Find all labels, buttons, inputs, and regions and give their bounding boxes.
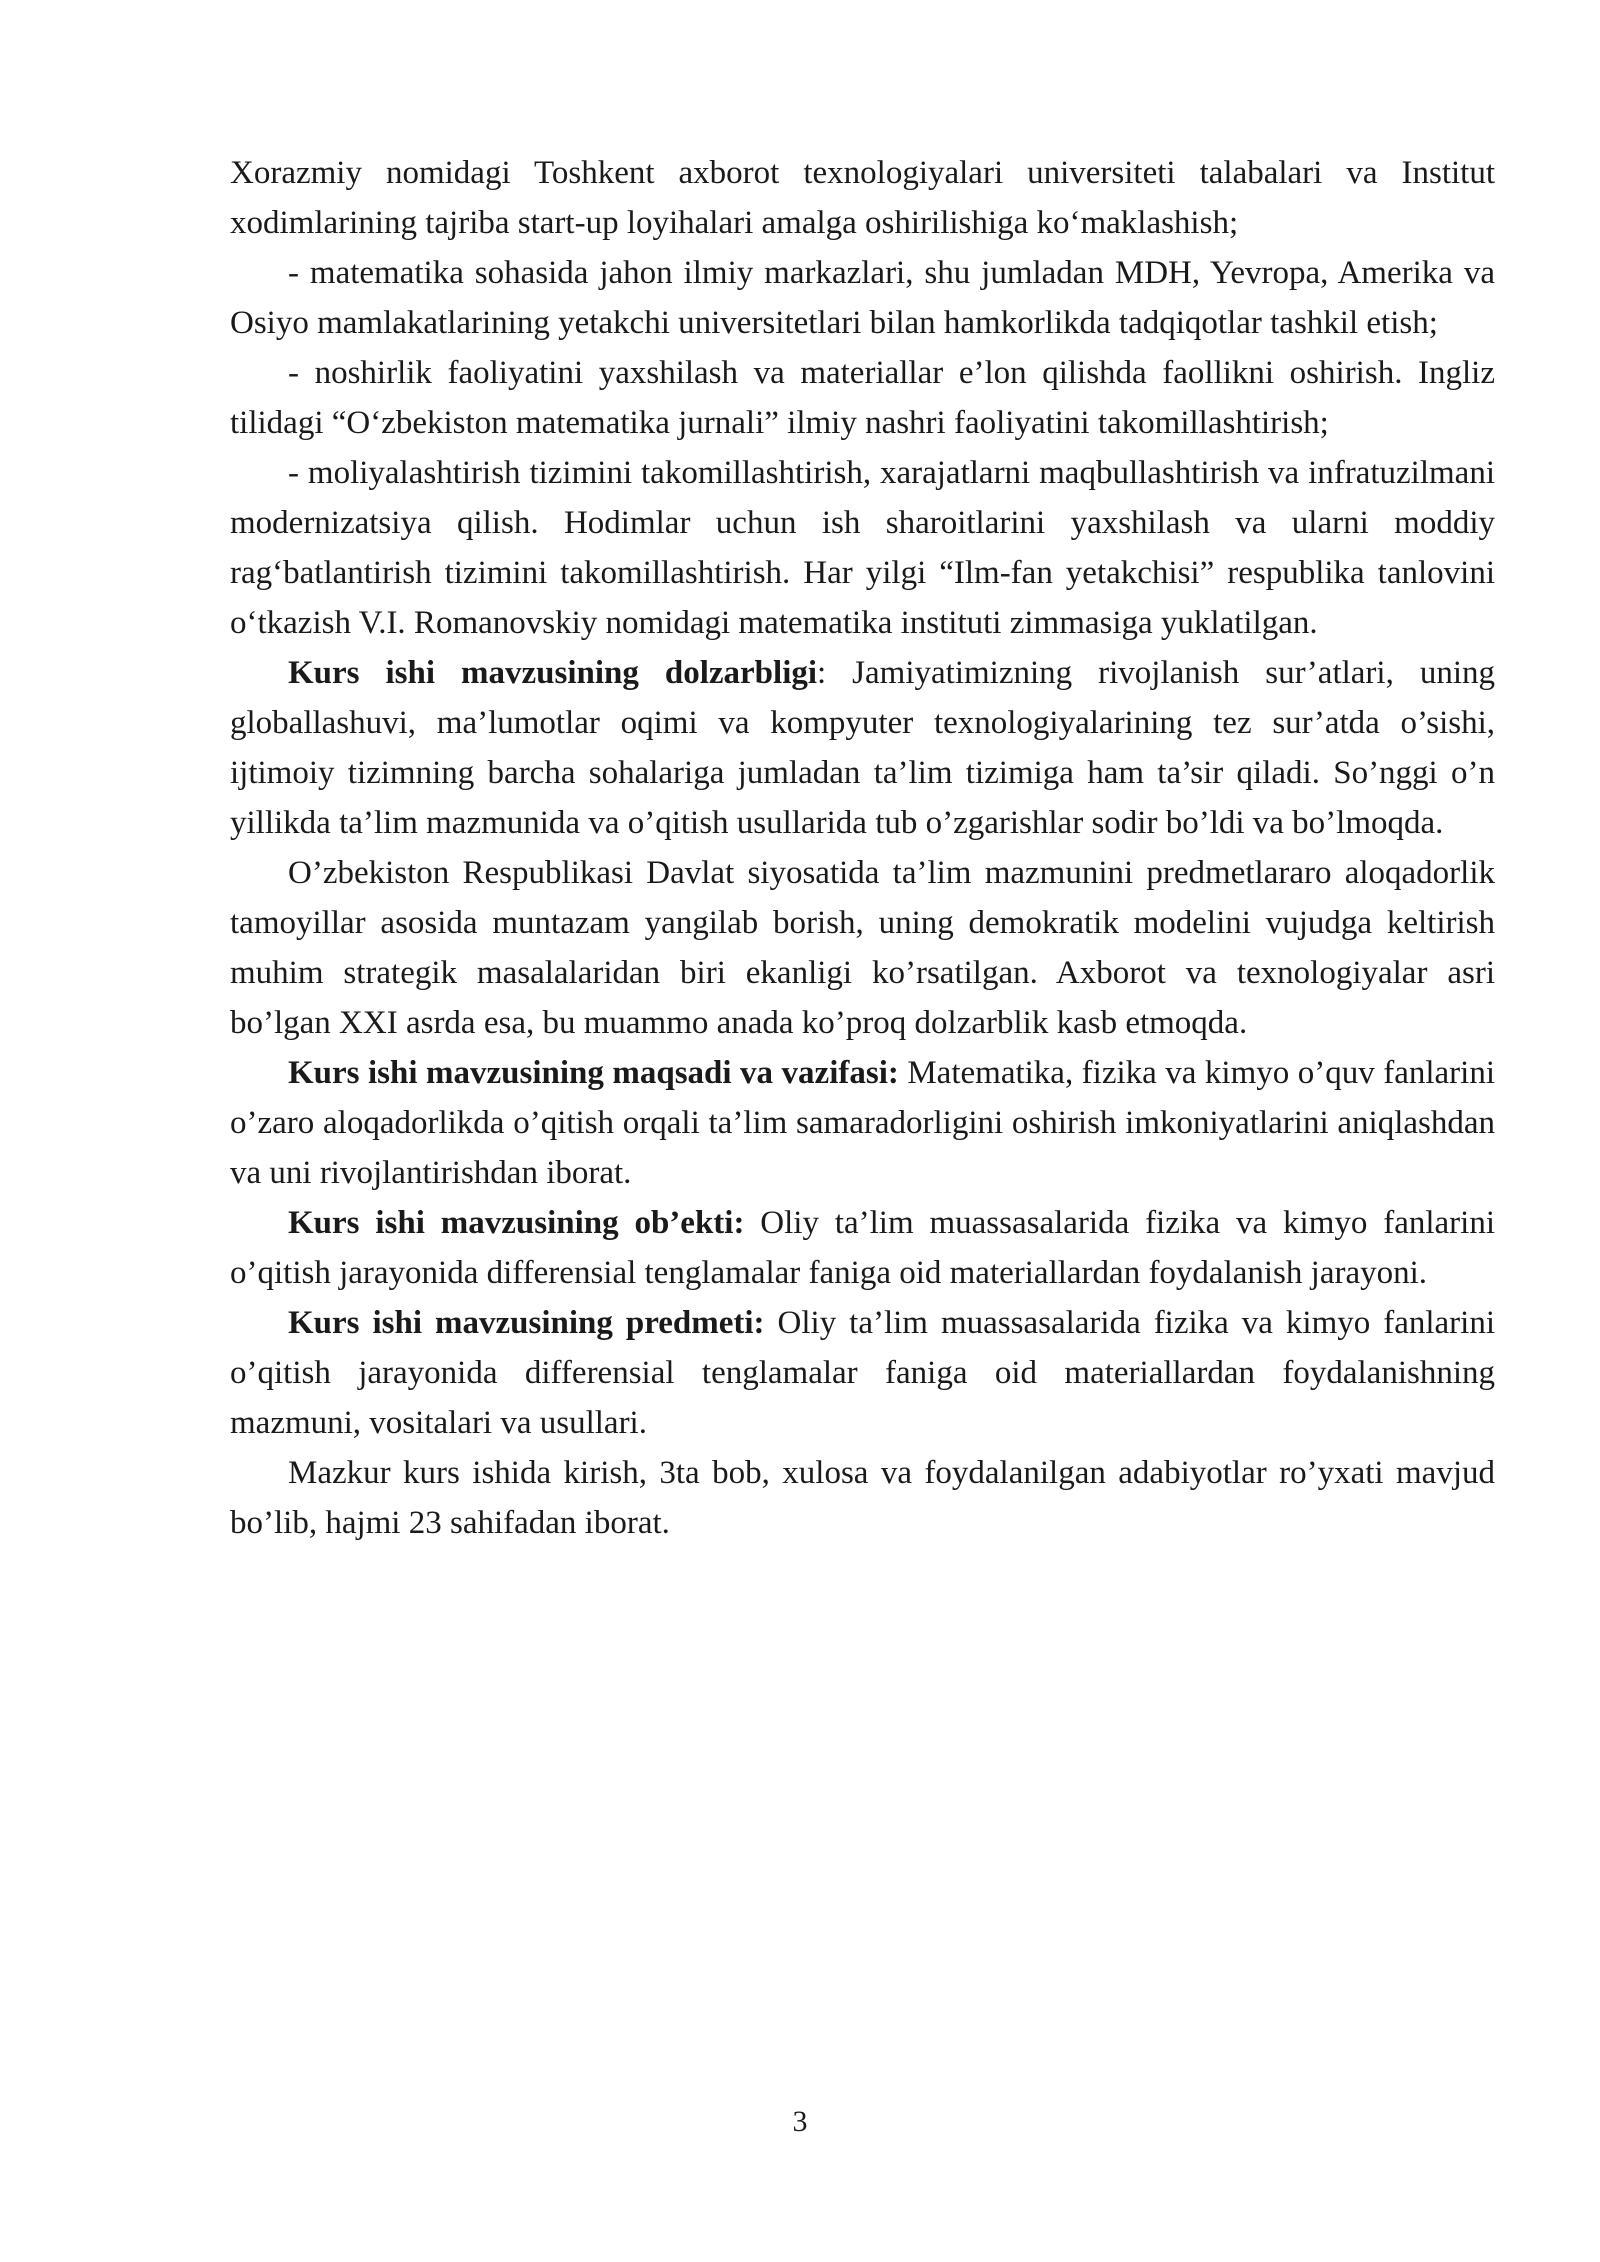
paragraph-text: - matematika sohasida jahon ilmiy markazlari, shu jumladan MDH, Yevropa, Amerika va Osiyo mamlakatlarining yetakchi universitetlari bilan hamkorlikda tadqiqotlar tashkil etish; — [230, 255, 1495, 341]
paragraph-heading: Kurs ishi mavzusining dolzarbligi — [288, 655, 818, 691]
paragraph-heading: Kurs ishi mavzusining maqsadi va vazifasi: — [288, 1055, 899, 1091]
paragraph-text: Mazkur kurs ishida kirish, 3ta bob, xulosa va foydalanilgan adabiyotlar ro’yxati mavjud bo’lib, hajmi 23 sahifadan iborat. — [230, 1455, 1495, 1541]
paragraph-text: Oliy ta’lim muassasalarida fizika va kimyo fanlarini o’qitish jarayonida differensial tenglamalar faniga oid materiallardan foydalanish jarayoni. — [230, 1205, 1495, 1291]
paragraph-text: : Jamiyatimizning rivojlanish sur’atlari, uning globallashuvi, ma’lumotlar oqimi va kompyuter texnologiyalarining tez sur’atda o’sishi, ijtimoiy tizimning barcha sohalariga jumladan ta’lim tizimiga ham ta’sir qiladi. So’nggi o’n yillikda ta’lim mazmunida va o’qitish usullarida tub o’zgarishlar sodir bo’ldi va bo’lmoqda. — [230, 655, 1495, 841]
paragraph-text: Matematika, fizika va kimyo o’quv fanlarini o’zaro aloqadorlikda o’qitish orqali ta’lim samaradorligini oshirish imkoniyatlarini aniqlashdan va uni rivojlantirishdan iborat. — [230, 1055, 1495, 1191]
paragraph-heading: Kurs ishi mavzusining ob’ekti: — [288, 1205, 745, 1241]
paragraph-continuation — [230, 148, 1495, 248]
paragraph-text: O’zbekiston Respublikasi Davlat siyosatida ta’lim mazmunini predmetlararo aloqadorlik tamoyillar asosida muntazam yangilab borish, uning demokratik modelini vujudga keltirish muhim strategik masalalaridan biri ekanligi ko’rsatilgan. Axborot va texnologiyalar asri bo’lgan XXI asrda esa, bu muammo anada ko’proq dolzarblik kasb etmoqda. — [230, 855, 1495, 1041]
paragraph-text: - moliyalashtirish tizimini takomillashtirish, xarajatlarni maqbullashtirish va infratuzilmani modernizatsiya qilish. Hodimlar uchun ish sharoitlarini yaxshilash va ularni moddiy rag‘batlantirish tizimini takomillashtirish. Har yilgi “Ilm-fan yetakchisi” respublika tanlovini o‘tkazish V.I. Romanovskiy nomidagi matematika instituti zimmasiga yuklatilgan. — [230, 455, 1495, 641]
paragraph-subject — [230, 1298, 1495, 1448]
paragraph-state-policy — [230, 848, 1495, 1048]
paragraph-object — [230, 1198, 1495, 1298]
paragraph-heading: Kurs ishi mavzusining predmeti: — [288, 1305, 765, 1341]
page-body — [230, 148, 1495, 1548]
list-item-research-cooperation — [230, 248, 1495, 348]
paragraph-text: Xorazmiy nomidagi Toshkent axborot texnologiyalari universiteti talabalari va Institut xodimlarining tajriba start-up loyihalari amalga oshirilishiga ko‘maklashish; — [230, 155, 1495, 241]
paragraph-goal — [230, 1048, 1495, 1198]
paragraph-text: - noshirlik faoliyatini yaxshilash va materiallar e’lon qilishda faollikni oshirish. Ingliz tilidagi “O‘zbekiston matematika jurnali” ilmiy nashri faoliyatini takomillashtirish; — [230, 355, 1495, 441]
paragraph-structure — [230, 1448, 1495, 1548]
page-number: 3 — [792, 2105, 808, 2138]
list-item-financing — [230, 448, 1495, 648]
paragraph-relevance — [230, 648, 1495, 848]
list-item-publishing — [230, 348, 1495, 448]
paragraph-text: Oliy ta’lim muassasalarida fizika va kimyo fanlarini o’qitish jarayonida differensial tenglamalar faniga oid materiallardan foydalanishning mazmuni, vositalari va usullari. — [230, 1305, 1495, 1441]
